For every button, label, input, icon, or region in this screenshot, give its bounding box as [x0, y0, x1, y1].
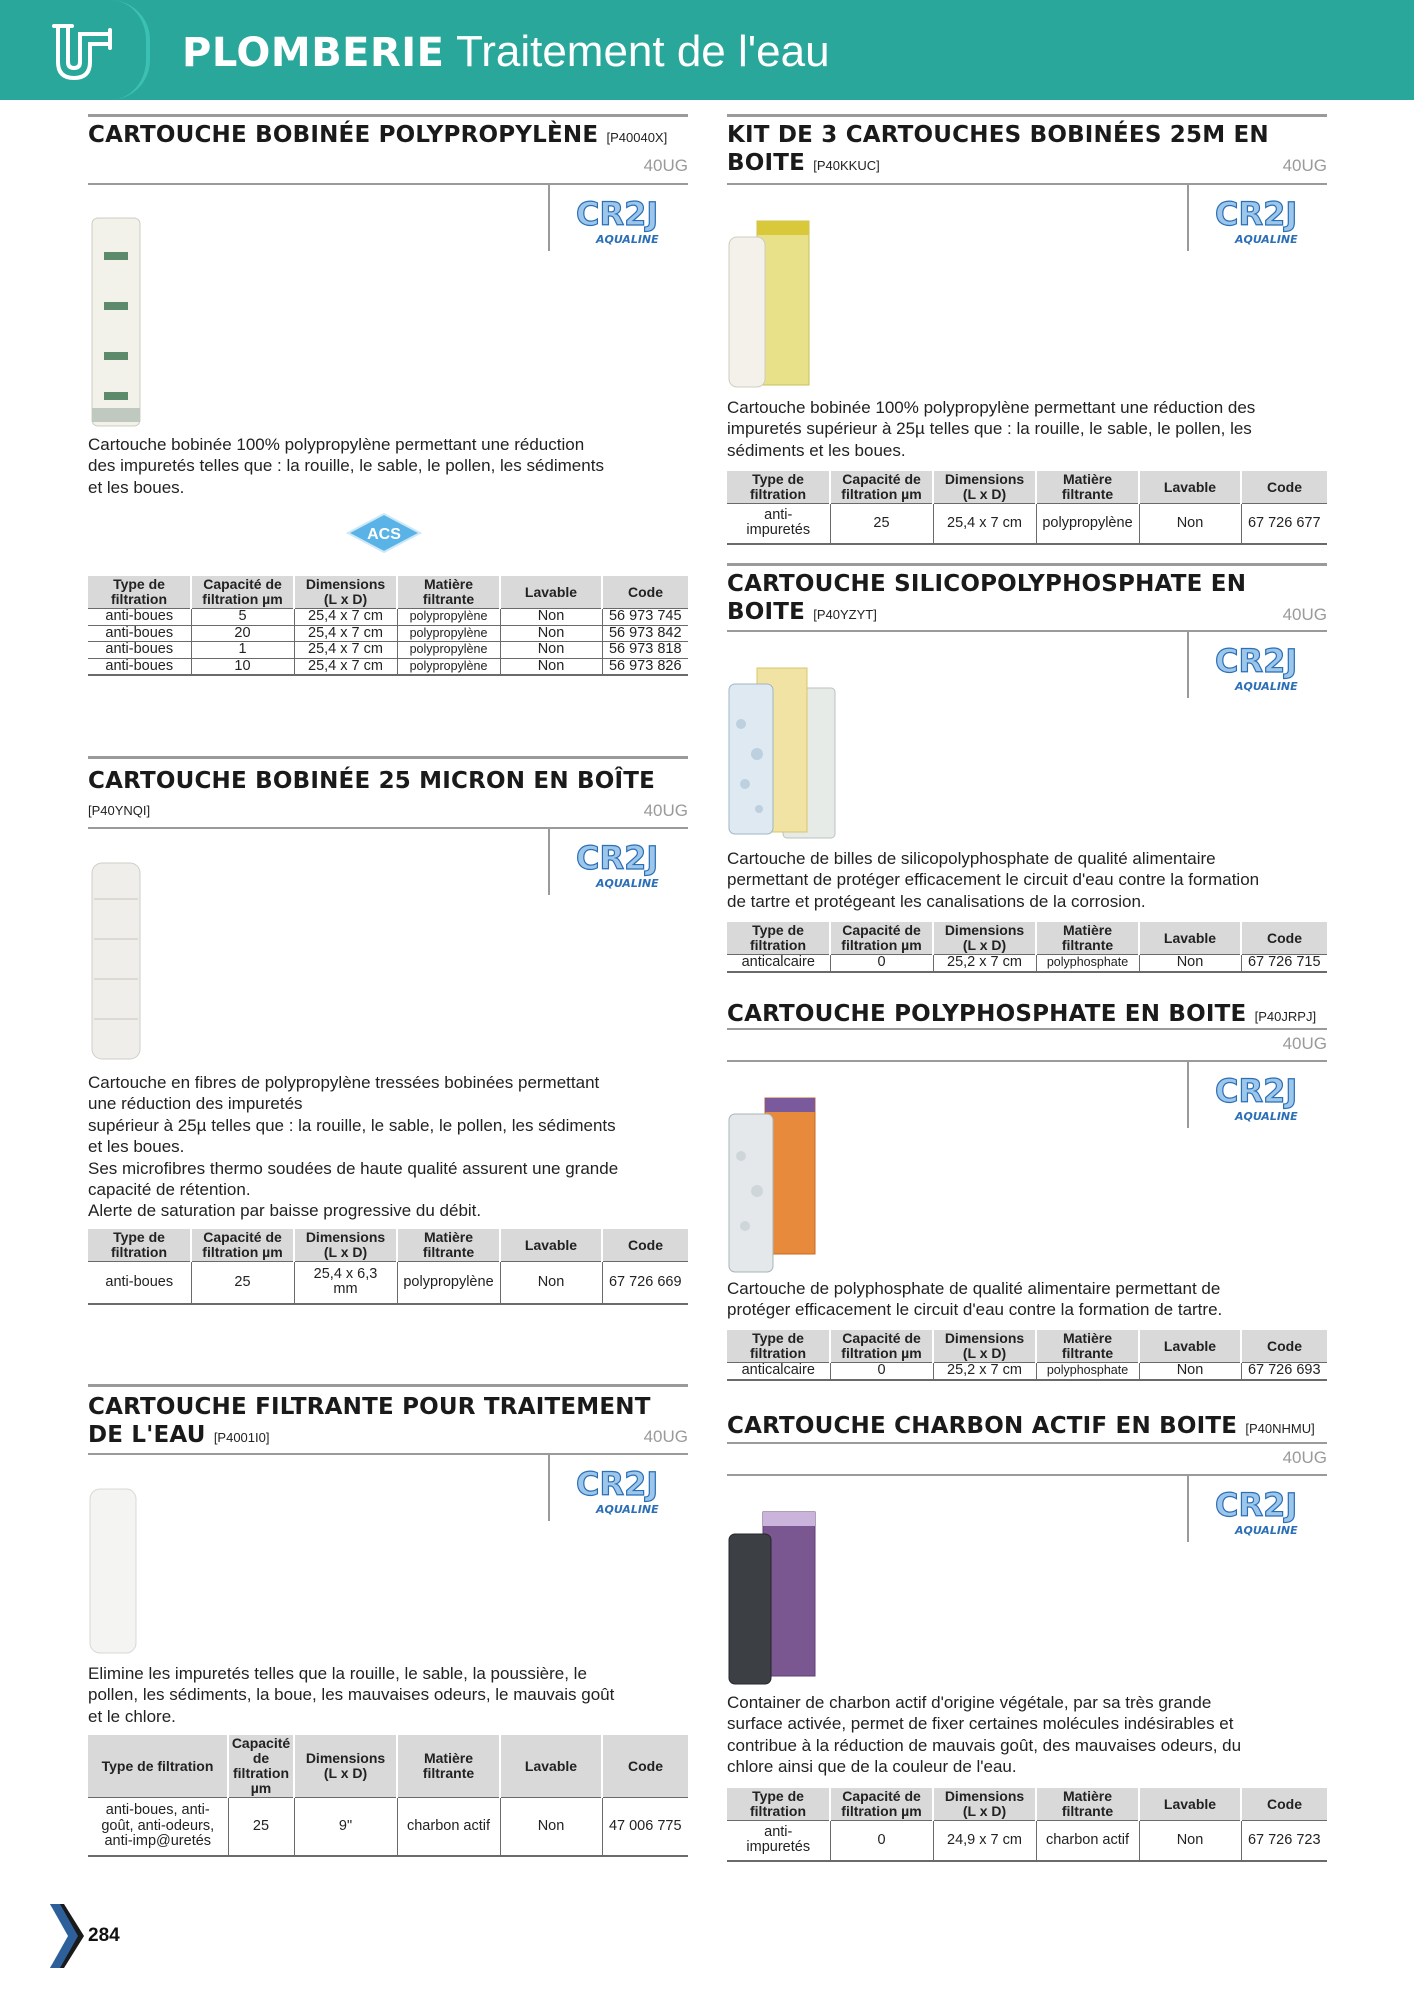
cr2j-aqualine-logo-icon [1213, 191, 1305, 249]
product-ref: [P4001I0] [213, 1430, 270, 1445]
product-kit-3-cartouches [727, 114, 1327, 548]
brand-logo-box [1187, 185, 1327, 251]
brand-logo-box [548, 829, 688, 895]
table-row: anticalcaire 0 25,2 x 7 cm polyphosphate Non 67 726 715 [727, 955, 1327, 972]
product-description: Cartouche de billes de silicopolyphosphate de qualité alimentaire permettant de protéger efficacement le circuit d'eau contre la formation de tartre et protégeant les canalisations de la corrosion. [727, 849, 1260, 911]
table-row: anti-boues 10 25,4 x 7 cm polypropylène Non 56 973 826 [88, 658, 688, 675]
unit-label: 40UG [1282, 1448, 1327, 1467]
boxed-polyphosphate-cartridge-image [727, 1096, 819, 1276]
spec-table [88, 1229, 688, 1305]
spec-table [727, 1788, 1327, 1862]
table-header-row: Type de filtration Capacité de filtration µm Dimensions (L x D) Matière filtrante Lavable Code [727, 1330, 1327, 1363]
product-cartouche-silicopolyphosphate [727, 563, 1327, 983]
spec-table [727, 471, 1327, 545]
table-row: anti- impuretés 0 24,9 x 7 cm charbon actif Non 67 726 723 [727, 1821, 1327, 1861]
page-chevron-icon [50, 1904, 86, 1968]
unit-label: 40UG [643, 156, 688, 175]
product-description: Cartouche bobinée 100% polypropylène permettant une réduction des impuretés telles que : la rouille, le sable, le pollen, les sédiments et les boues. [88, 435, 604, 497]
page-header [0, 0, 1414, 100]
boxed-carbon-cartridge-image [727, 1510, 819, 1688]
svg-text:AQUALINE: AQUALINE [1235, 233, 1298, 246]
product-title: CARTOUCHE POLYPHOSPHATE EN BOITE [P40JRPJ] [727, 1001, 1317, 1027]
product-ref: [P40JRPJ] [1254, 1009, 1317, 1024]
product-title: CARTOUCHE SILICOPOLYPHOSPHATE EN BOITE [P40YZYT] [727, 571, 1247, 625]
svg-text:CR2J: CR2J [1215, 1486, 1298, 1524]
wound-cartridge-image [88, 212, 144, 432]
svg-text:CR2J: CR2J [576, 195, 659, 233]
table-row: anti-boues 20 25,4 x 7 cm polypropylène Non 56 973 842 [88, 625, 688, 642]
product-title: CARTOUCHE FILTRANTE POUR TRAITEMENT DE L'EAU [P4001I0] [88, 1394, 651, 1448]
svg-text:AQUALINE: AQUALINE [596, 1503, 659, 1516]
spec-table [88, 576, 688, 676]
unit-label: 40UG [1282, 605, 1327, 624]
boxed-phosphate-cartridge-image [727, 664, 843, 840]
table-header-row: Type de filtration Capacité de filtration µm Dimensions (L x D) Matière filtrante Lavable Code [727, 471, 1327, 504]
brand-logo-box [548, 185, 688, 251]
product-cartouche-filtrante [88, 1384, 688, 1864]
unit-label: 40UG [1282, 156, 1327, 175]
svg-text:AQUALINE: AQUALINE [1235, 1110, 1298, 1123]
filter-cartridge-image [88, 1487, 140, 1657]
table-row: anticalcaire 0 25,2 x 7 cm polyphosphate Non 67 726 693 [727, 1363, 1327, 1380]
table-header-row: Type de filtration Capacité de filtration µm Dimensions (L x D) Matière filtrante Lavable Code [88, 576, 688, 609]
product-ref: [P40YNQI] [88, 803, 151, 818]
product-description: Container de charbon actif d'origine végétale, par sa très grande surface activée, permet de fixer certaines molécules indésirables et contribue à la réduction de mauvais goût, des mauvaises odeurs, du chlore ainsi que de la couleur de l'eau. [727, 1693, 1242, 1777]
unit-label: 40UG [1282, 1034, 1327, 1053]
cr2j-aqualine-logo-icon [574, 1461, 666, 1519]
product-description: Cartouche en fibres de polypropylène tressées bobinées permettant une réduction des impuretés supérieur à 25µ telles que : la rouille, le sable, le pollen, les sédiments et les boues. Ses microfibres thermo soudées de haute qualité assurent une grande capacité de rétention. Alerte de saturation par baisse progressive du débit. [88, 1073, 619, 1221]
product-description: Cartouche de polyphosphate de qualité alimentaire permettant de protéger efficacement le circuit d'eau contre la formation de tartre. [727, 1279, 1223, 1320]
table-row: anti-boues 5 25,4 x 7 cm polypropylène Non 56 973 745 [88, 609, 688, 626]
acs-badge-icon [346, 512, 422, 554]
svg-text:CR2J: CR2J [1215, 1072, 1298, 1110]
page-number: 284 [88, 1925, 120, 1946]
cr2j-aqualine-logo-icon [1213, 638, 1305, 696]
svg-text:AQUALINE: AQUALINE [596, 877, 659, 890]
brand-logo-box [1187, 1062, 1327, 1128]
svg-text:CR2J: CR2J [576, 1465, 659, 1503]
plumbing-pipe-icon [52, 20, 122, 84]
table-row: anti- impuretés 25 25,4 x 7 cm polypropylène Non 67 726 677 [727, 504, 1327, 544]
product-title: CARTOUCHE CHARBON ACTIF EN BOITE [P40NHMU] [727, 1413, 1315, 1439]
table-header-row: Type de filtration Capacité de filtration µm Dimensions (L x D) Matière filtrante Lavable Code [727, 1788, 1327, 1821]
category-title: PLOMBERIE [182, 30, 445, 76]
product-cartouche-polyphosphate [727, 998, 1327, 1388]
table-row: anti-boues 1 25,4 x 7 cm polypropylène Non 56 973 818 [88, 642, 688, 659]
product-title: KIT DE 3 CARTOUCHES BOBINÉES 25M EN BOITE [P40KKUC] [727, 122, 1269, 176]
table-header-row: Type de filtration Capacité de filtration µm Dimensions (L x D) Matière filtrante Lavable Code [88, 1229, 688, 1262]
subcategory-title: Traitement de l'eau [455, 27, 830, 76]
svg-text:CR2J: CR2J [576, 839, 659, 877]
svg-text:AQUALINE: AQUALINE [596, 233, 659, 246]
boxed-cartridge-image [727, 217, 813, 389]
spec-table [88, 1735, 688, 1857]
spec-table [727, 922, 1327, 973]
product-title: CARTOUCHE BOBINÉE 25 MICRON EN BOÎTE [88, 768, 656, 794]
page-title [182, 26, 830, 79]
cr2j-aqualine-logo-icon [574, 191, 666, 249]
product-cartouche-bobinee-polypropylene [88, 114, 688, 704]
svg-text:AQUALINE: AQUALINE [1235, 1524, 1298, 1537]
product-description: Elimine les impuretés telles que la rouille, le sable, la poussière, le pollen, les sédiments, la boue, les mauvaises odeurs, le mauvais goût et le chlore. [88, 1664, 615, 1726]
product-ref: [P40KKUC] [813, 158, 880, 173]
product-ref: [P40040X] [606, 130, 668, 145]
cr2j-aqualine-logo-icon [1213, 1068, 1305, 1126]
svg-text:AQUALINE: AQUALINE [1235, 680, 1298, 693]
unit-label: 40UG [643, 801, 688, 820]
product-cartouche-charbon-actif [727, 1410, 1327, 1870]
brand-logo-box [1187, 632, 1327, 698]
table-row: anti-boues 25 25,4 x 6,3 mm polypropylène Non 67 726 669 [88, 1262, 688, 1304]
divider [727, 1028, 1327, 1030]
product-ref: [P40NHMU] [1245, 1421, 1315, 1436]
product-ref: [P40YZYT] [813, 607, 877, 622]
header-icon-tab [0, 0, 150, 100]
wound-cartridge-image [88, 859, 144, 1063]
svg-text:CR2J: CR2J [1215, 195, 1298, 233]
table-header-row: Type de filtration Capacité de filtration µm Dimensions (L x D) Matière filtrante Lavable Code [727, 922, 1327, 955]
table-row: anti-boues, anti- goût, anti-odeurs, anti-imp@uretés 25 9" charbon actif Non 47 006 775 [88, 1798, 688, 1856]
divider [727, 1442, 1327, 1444]
product-cartouche-bobinee-25-micron [88, 756, 688, 1328]
cr2j-aqualine-logo-icon [1213, 1482, 1305, 1540]
svg-text:CR2J: CR2J [1215, 642, 1298, 680]
spec-table [727, 1330, 1327, 1381]
brand-logo-box [548, 1455, 688, 1521]
cr2j-aqualine-logo-icon [574, 835, 666, 893]
product-description: Cartouche bobinée 100% polypropylène permettant une réduction des impuretés supérieur à 25µ telles que : la rouille, le sable, le pollen, les sédiments et les boues. [727, 398, 1256, 460]
unit-label: 40UG [643, 1427, 688, 1446]
product-title: CARTOUCHE BOBINÉE POLYPROPYLÈNE [P40040X] [88, 122, 668, 148]
brand-logo-box [1187, 1476, 1327, 1542]
table-header-row: Type de filtration Capacité de filtration µm Dimensions (L x D) Matière filtrante Lavable Code [88, 1735, 688, 1798]
acs-badge-label: ACS [367, 526, 401, 543]
